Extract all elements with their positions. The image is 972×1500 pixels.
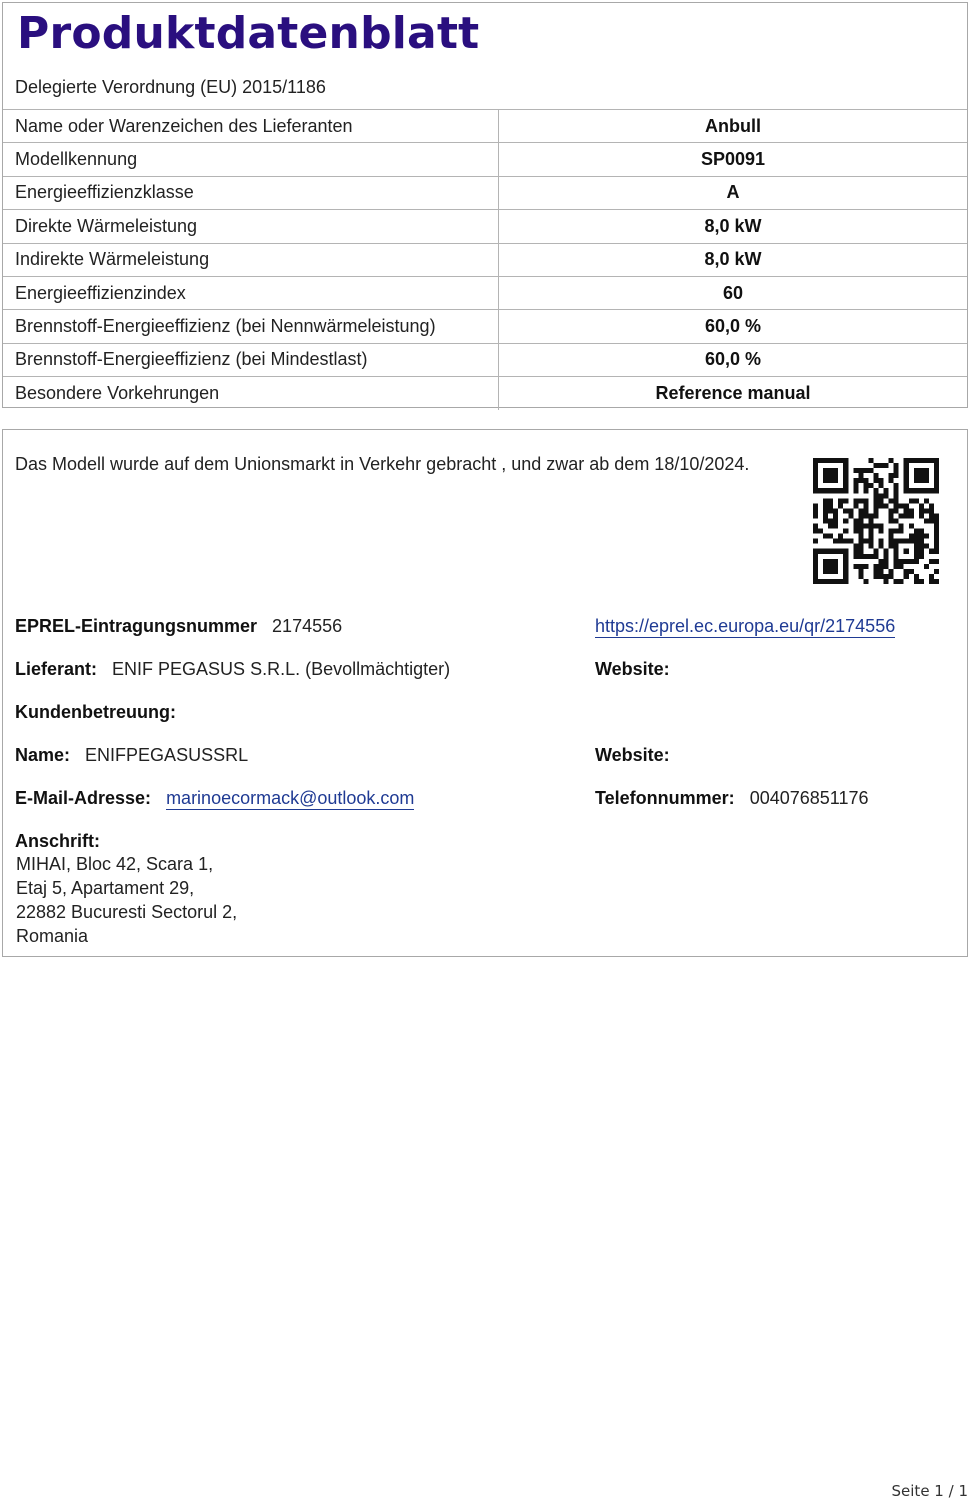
spec-row: [3, 210, 967, 243]
spec-value: 60: [499, 276, 968, 309]
supplier-website-label: Website:: [595, 659, 670, 679]
spec-row: [3, 176, 967, 209]
address-label: Anschrift:: [15, 831, 100, 851]
supplier-row: [15, 657, 450, 681]
phone-label: Telefonnummer:: [595, 788, 735, 808]
spec-label: Modellkennung: [3, 143, 499, 176]
spec-label: Energieeffizienzklasse: [3, 176, 499, 209]
registration-section: [2, 429, 968, 957]
address-heading-row: [15, 829, 110, 853]
spec-label: Brennstoff-Energieeffizienz (bei Nennwärmeleistung): [3, 310, 499, 343]
spec-value: 8,0 kW: [499, 210, 968, 243]
spec-label: Direkte Wärmeleistung: [3, 210, 499, 243]
address-line: MIHAI, Bloc 42, Scara 1,: [16, 854, 214, 874]
eprel-row: [15, 614, 342, 638]
spec-row: [3, 343, 967, 376]
regulation-text: Delegierte Verordnung (EU) 2015/1186: [15, 77, 326, 97]
spec-value: 60,0 %: [499, 310, 968, 343]
spec-value: 60,0 %: [499, 343, 968, 376]
support-name-row: [15, 743, 248, 767]
eprel-number: 2174556: [272, 616, 343, 636]
spec-row: [3, 377, 967, 410]
spec-label: Indirekte Wärmeleistung: [3, 243, 499, 276]
support-website-row: [595, 743, 680, 767]
supplier-value: ENIF PEGASUS S.R.L. (Bevollmächtigter): [112, 659, 451, 679]
spec-label: Name oder Warenzeichen des Lieferanten: [3, 110, 499, 143]
email-link[interactable]: marinoecormack@outlook.com: [166, 788, 415, 808]
product-info-section: [2, 2, 968, 408]
qr-code-icon: [813, 458, 939, 584]
support-heading-row: [15, 700, 186, 724]
spec-row: [3, 143, 967, 176]
phone-value: 004076851176: [749, 788, 869, 808]
spec-row: [3, 110, 967, 143]
eprel-url-row: [595, 614, 895, 638]
page-number: Seite 1 / 1: [891, 1482, 968, 1500]
eprel-label: EPREL-Eintragungsnummer: [15, 616, 258, 636]
supplier-website-row: [595, 657, 680, 681]
spec-value: A: [499, 176, 968, 209]
spec-row: [3, 310, 967, 343]
eprel-link[interactable]: https://eprel.ec.europa.eu/qr/2174556: [595, 616, 896, 636]
spec-value: 8,0 kW: [499, 243, 968, 276]
support-name-label: Name:: [15, 745, 71, 765]
specs-table: [3, 109, 967, 410]
address-line: 22882 Bucuresti Sectorul 2,: [16, 902, 238, 922]
spec-value: Reference manual: [499, 377, 968, 410]
support-website-label: Website:: [595, 745, 670, 765]
support-name-value: ENIFPEGASUSSRL: [85, 745, 249, 765]
spec-value: SP0091: [499, 143, 968, 176]
support-heading: Kundenbetreuung:: [15, 702, 176, 722]
spec-row: [3, 243, 967, 276]
spec-label: Brennstoff-Energieeffizienz (bei Mindestlast): [3, 343, 499, 376]
phone-row: [595, 786, 869, 810]
supplier-label: Lieferant:: [15, 659, 98, 679]
spec-label: Besondere Vorkehrungen: [3, 377, 499, 410]
page-title: Produktdatenblatt: [17, 8, 480, 59]
market-statement: Das Modell wurde auf dem Unionsmarkt in Verkehr gebracht , und zwar ab dem 18/10/2024.: [15, 454, 750, 474]
spec-value: Anbull: [499, 110, 968, 143]
email-row: [15, 786, 414, 810]
address-block: [16, 852, 237, 948]
address-line: Etaj 5, Apartament 29,: [16, 878, 195, 898]
email-label: E-Mail-Adresse:: [15, 788, 152, 808]
address-line: Romania: [16, 926, 89, 946]
spec-row: [3, 276, 967, 309]
spec-label: Energieeffizienzindex: [3, 276, 499, 309]
